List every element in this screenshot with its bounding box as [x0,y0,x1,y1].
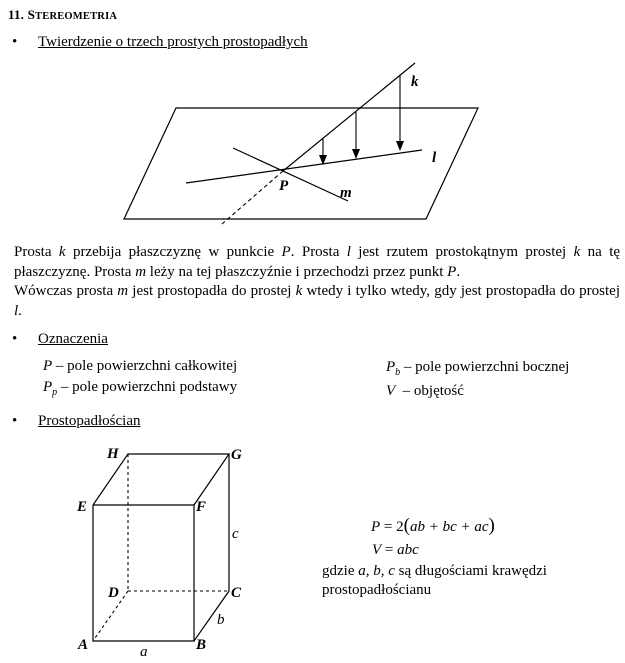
formula-surface-area [371,515,495,537]
formula-body: abc [397,542,419,558]
var-P: P [281,244,291,260]
var-k: k [573,244,581,260]
formula-lhs: P [371,519,381,535]
label-P: P [279,178,289,194]
text: są długościami krawędzi [394,563,547,579]
formula-eq: = 2 [380,519,404,535]
notation-item-volume [386,383,464,400]
vertex-A: A [78,637,89,653]
symbol: P [43,379,53,395]
theorem-paragraph-2 [14,282,620,321]
arrowhead-1 [396,141,404,151]
formula-eq: = [381,542,398,558]
var-k: k [295,283,303,299]
var-k: k [58,244,66,260]
text: wtedy i tylko wtedy, gdy jest prostopadła do prostej [302,283,620,299]
formula-lhs: V [372,542,382,558]
vertex-G: G [231,447,242,463]
desc: – pole powierzchni całkowitej [52,358,238,374]
cuboid-note-line1 [322,563,547,580]
bullet-notation: • [12,331,18,347]
cuboid-heading: Prostopadłościan [38,413,141,429]
section-title-rest: TEREOMETRIA [35,11,118,22]
text: jest rzutem prostokątnym prostej [350,244,574,260]
section-title-first: S [27,7,36,22]
theorem-heading: Twierdzenie o trzech prostych prostopadłych [38,34,308,50]
text: przebija płaszczyznę w punkcie [65,244,282,260]
subscript: p [52,387,58,398]
paren-close: ) [488,515,495,536]
section-number: 11. [8,7,25,22]
cuboid-figure [0,430,625,663]
bullet-theorem: • [12,34,18,50]
arrowhead-2 [352,149,360,159]
label-k: k [411,74,419,90]
desc: – pole powierzchni podstawy [57,379,238,395]
text: Wówczas prosta [14,283,118,299]
text: Prosta [14,244,59,260]
text: . [18,302,22,319]
theorem-paragraph-1 [14,243,620,282]
desc: – pole powierzchni bocznej [400,359,570,375]
symbol: P [386,359,396,375]
subscript: b [395,367,401,378]
paren-open: ( [403,515,410,536]
vertex-D: D [108,585,119,601]
desc: – objętość [395,383,464,399]
formula-volume [372,542,419,559]
three-perpendiculars-figure [0,0,625,245]
edge-a: a [140,644,148,660]
line-k-hidden [222,171,283,224]
text: . Prosta [290,244,347,260]
vertex-C: C [231,585,242,601]
vars: a, b, c [358,563,395,579]
label-m: m [340,185,352,201]
notation-heading: Oznaczenia [38,331,108,347]
var-l: l [346,244,351,260]
line-l [186,150,422,183]
symbol: V [386,383,396,399]
cuboid-note-line2: prostopadłościanu [322,582,432,598]
text: gdzie [322,563,359,579]
vertex-H: H [107,446,119,462]
edge-b: b [217,612,225,628]
vertex-B: B [196,637,207,653]
line-k-above [283,63,415,171]
text: jest prostopadła do prostej [128,283,296,299]
theorem-text [14,243,620,321]
label-l: l [432,150,437,166]
vertex-E: E [77,499,88,515]
notation-item-lateral-area [386,359,569,378]
notation-item-base-area [43,379,237,398]
front-face [93,505,194,641]
edge-c: c [232,526,239,542]
vertex-F: F [196,499,207,515]
symbol: P [43,358,53,374]
plane [124,108,478,219]
var-l: l [14,302,19,319]
text: leży na tej płaszczyźnie i przechodzi przez punkt [146,263,448,280]
text: . [456,263,461,280]
var-m: m [135,263,147,280]
var-P: P [447,263,457,280]
notation-item-total-area [43,358,237,375]
var-m: m [117,283,129,299]
text: na tę płaszczyznę. Prosta [14,244,621,280]
bullet-cuboid: • [12,413,18,429]
formula-body: ab + bc + ac [409,519,489,535]
